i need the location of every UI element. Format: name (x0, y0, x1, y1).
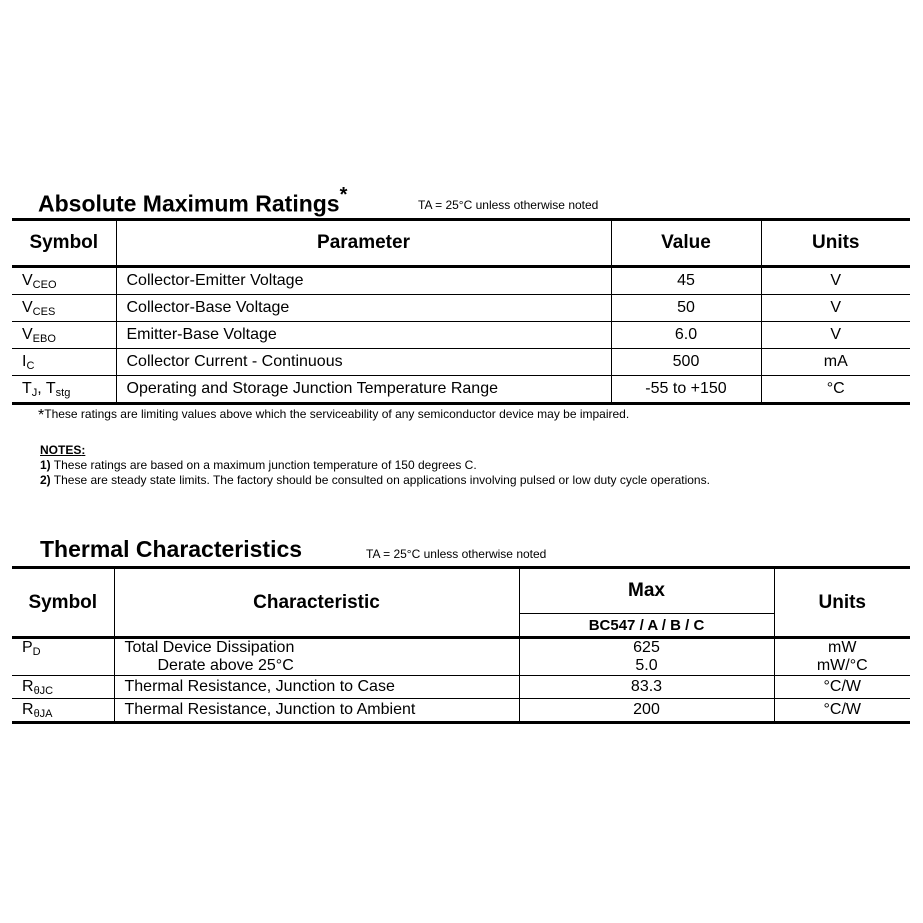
parameter-cell: Collector-Base Voltage (116, 295, 611, 322)
table-row (12, 295, 910, 322)
value-cell: 45 (611, 267, 761, 295)
max-value-2: 5.0 (635, 657, 658, 674)
symbol-cell (12, 295, 116, 322)
header-symbol: Symbol (12, 568, 114, 638)
header-units: Units (774, 568, 910, 638)
ratings-title-mark: * (339, 184, 348, 206)
symbol-cell (12, 699, 114, 723)
units-cell: °C/W (774, 676, 910, 699)
symbol-cell (12, 267, 116, 295)
note-item (40, 473, 710, 488)
symbol-text: R (22, 700, 34, 718)
symbol-subscript: J (31, 386, 38, 399)
header-value: Value (611, 220, 761, 267)
note-text: These ratings are based on a maximum junction temperature of 150 degrees C. (50, 458, 477, 472)
characteristic-cell (114, 638, 519, 676)
units-cell: °C (761, 376, 910, 404)
value-cell: 50 (611, 295, 761, 322)
symbol-text: I (22, 352, 27, 370)
table-row (12, 267, 910, 295)
units-cell (774, 638, 910, 676)
header-symbol: Symbol (12, 220, 116, 267)
value-cell: 6.0 (611, 322, 761, 349)
symbol-cell (12, 376, 116, 404)
note-item (40, 458, 710, 473)
thermal-header-row (12, 568, 910, 614)
symbol-text: R (22, 677, 34, 695)
table-row (12, 676, 910, 699)
symbol-subscript: C (26, 359, 35, 372)
table-row (12, 638, 910, 676)
parameter-cell: Collector-Emitter Voltage (116, 267, 611, 295)
max-cell: 83.3 (519, 676, 774, 699)
table-row (12, 376, 910, 404)
value-cell: 500 (611, 349, 761, 376)
symbol-subscript: θJC (33, 684, 54, 697)
notes-heading: NOTES (40, 443, 82, 457)
units-cell: °C/W (774, 699, 910, 723)
ratings-title (38, 186, 347, 218)
units-value: mW (828, 639, 857, 656)
table-row (12, 322, 910, 349)
symbol-subscript-2: stg (55, 386, 71, 399)
notes-colon: : (81, 443, 86, 457)
header-units: Units (761, 220, 910, 267)
table-row (12, 349, 910, 376)
thermal-condition: TA = 25°C unless otherwise noted (366, 547, 547, 561)
symbol-subscript: EBO (32, 332, 56, 345)
max-cell (519, 638, 774, 676)
units-cell: V (761, 322, 910, 349)
symbol-cell (12, 349, 116, 376)
units-cell: V (761, 295, 910, 322)
characteristic-text: Total Device Dissipation (124, 639, 295, 656)
ratings-header-row (12, 220, 910, 267)
symbol-text: V (22, 271, 33, 289)
symbol-text: T (22, 379, 32, 397)
symbol-text: V (22, 325, 33, 343)
symbol-cell (12, 322, 116, 349)
max-value: 625 (633, 639, 660, 656)
symbol-subscript: CEO (32, 278, 57, 291)
value-cell: -55 to +150 (611, 376, 761, 404)
header-characteristic: Characteristic (114, 568, 519, 638)
symbol-subscript: D (32, 646, 41, 658)
units-cell: mA (761, 349, 910, 376)
symbol-text: P (22, 639, 33, 656)
parameter-cell: Collector Current - Continuous (116, 349, 611, 376)
symbol-subscript: CES (32, 305, 56, 318)
header-max: Max (519, 568, 774, 614)
characteristic-subtext: Derate above 25°C (157, 657, 294, 674)
note-number: 1) (40, 458, 51, 472)
max-cell: 200 (519, 699, 774, 723)
symbol-cell (12, 638, 114, 676)
thermal-table (12, 566, 910, 724)
symbol-cell (12, 676, 114, 699)
header-parameter: Parameter (116, 220, 611, 267)
footnote-text: These ratings are limiting values above which the serviceability of any semiconductor device may be impaired. (44, 407, 630, 421)
ratings-footnote (38, 405, 629, 423)
symbol-subscript: θJA (33, 707, 53, 720)
characteristic-cell: Thermal Resistance, Junction to Ambient (114, 699, 519, 723)
footnote-asterisk: * (38, 407, 45, 424)
table-row (12, 699, 910, 723)
parameter-cell: Operating and Storage Junction Temperature Range (116, 376, 611, 404)
symbol-text-2: , T (37, 379, 56, 397)
note-text: These are steady state limits. The factory should be consulted on applications involving pulsed or low duty cycle operations. (50, 473, 710, 487)
thermal-title: Thermal Characteristics (40, 536, 303, 562)
note-number: 2) (40, 473, 51, 487)
ratings-condition: TA = 25°C unless otherwise noted (418, 198, 599, 212)
units-cell: V (761, 267, 910, 295)
header-max-part: BC547 / A / B / C (519, 614, 774, 638)
notes-block (40, 443, 710, 488)
symbol-text: V (22, 298, 33, 316)
units-value-2: mW/°C (816, 657, 868, 674)
parameter-cell: Emitter-Base Voltage (116, 322, 611, 349)
ratings-table (12, 218, 910, 405)
ratings-title-text: Absolute Maximum Ratings (38, 190, 340, 217)
characteristic-cell: Thermal Resistance, Junction to Case (114, 676, 519, 699)
